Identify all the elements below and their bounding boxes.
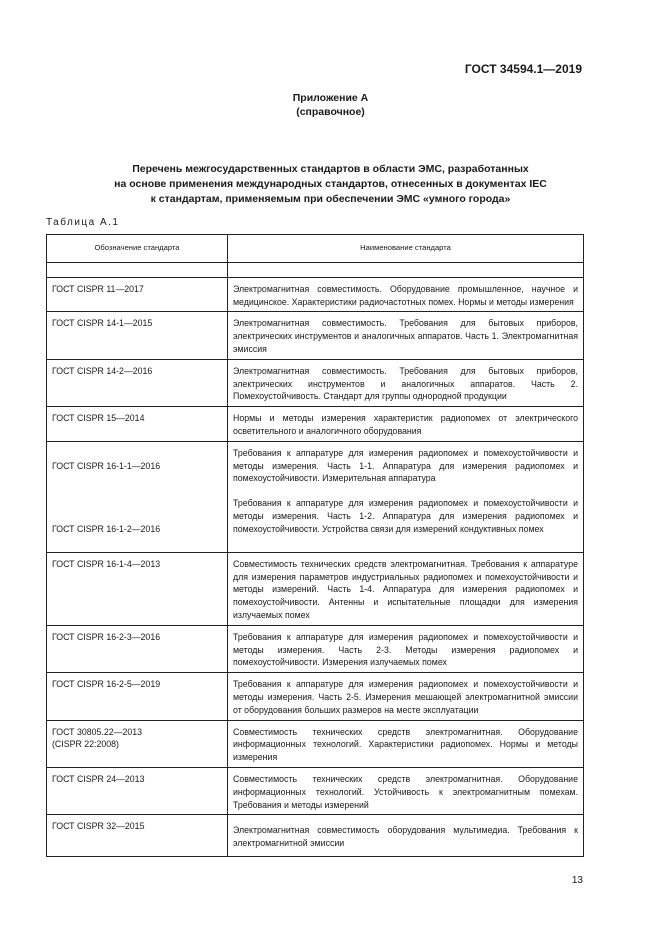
document-code: ГОСТ 34594.1—2019 — [464, 62, 582, 76]
standard-code: ГОСТ CISPR 14-2—2016 — [47, 359, 228, 406]
table-row — [47, 312, 584, 359]
header-spacer-row — [47, 262, 584, 277]
standard-code: ГОСТ CISPR 32—2015 — [47, 815, 228, 857]
standard-name: Требования к аппаратуре для измерения радиопомех и помехоустойчивости и методы измерения. Часть 2-3. Методы измерения радиопомех и помехоустойчивости. Измерения излучаемых помех — [228, 625, 584, 672]
table-title-line: к стандартам, применяемым при обеспечении ЭМС «умного города» — [150, 193, 511, 205]
standard-code: ГОСТ CISPR 11—2017 — [47, 277, 228, 312]
standard-name: Электромагнитная совместимость. Требования для бытовых приборов, электрических инструментов и аналогичных аппаратов. Часть 1. Электромагнитная эмиссия — [228, 312, 584, 359]
table-label: Таблица А.1 — [46, 217, 120, 228]
standard-name: Нормы и методы измерения характеристик радиопомех от электрического осветительного и аналогичного оборудования — [228, 407, 584, 442]
standard-name: Требования к аппаратуре для измерения радиопомех и помехоустойчивости и методы измерения. Часть 1-1. Аппаратура для измерения радиопомех и помехоустойчивости. Измерительная аппаратура — [233, 447, 578, 484]
standard-code: ГОСТ CISPR 16-1-1—2016 — [52, 460, 161, 471]
standard-code: ГОСТ CISPR 16-2-5—2019 — [47, 673, 228, 720]
table-row — [47, 407, 584, 442]
standard-name: Совместимость технических средств электромагнитная. Оборудование информационных технологий. Устойчивость к электромагнитным помехам. Требования и методы измерений — [228, 767, 584, 814]
table-row — [47, 441, 584, 552]
standard-code-cell — [47, 441, 228, 552]
standard-name-cell — [228, 441, 584, 552]
spacer-cell — [228, 262, 584, 277]
annex-heading — [0, 91, 661, 119]
annex-title: Приложение А — [292, 92, 369, 104]
standard-name: Требования к аппаратуре для измерения радиопомех и помехоустойчивости и методы измерения. Часть 1-2. Аппаратура для измерения радиопомех и помехоустойчивости. Устройства связи для измерений кондуктивных помех — [233, 498, 578, 534]
table-row — [47, 277, 584, 312]
standard-code: ГОСТ CISPR 14-1—2015 — [47, 312, 228, 359]
table-row — [47, 673, 584, 720]
header-name: Наименование стандарта — [228, 235, 584, 263]
standard-code: ГОСТ 30805.22—2013 (CISPR 22:2008) — [47, 720, 228, 767]
standard-name: Совместимость технических средств электромагнитная. Оборудование информационных технологий. Характеристики радиопомех. Нормы и методы измерения — [228, 720, 584, 767]
table-row — [47, 720, 584, 767]
table-title — [90, 162, 571, 207]
table-row — [47, 359, 584, 406]
standard-name: Требования к аппаратуре для измерения радиопомех и помехоустойчивости и методы измерения. Часть 2-5. Измерения мешающей электромагнитной эмиссии от оборудования больших размеров на месте эксплуатации — [228, 673, 584, 720]
standard-code: ГОСТ CISPR 16-1-2—2016 — [52, 524, 161, 535]
standards-table — [46, 234, 584, 857]
page-number: 13 — [571, 875, 583, 886]
spacer-cell — [47, 262, 228, 277]
table-title-line: на основе применения международных стандартов, отнесенных в документах IEC — [114, 178, 547, 190]
table-title-line: Перечень межгосударственных стандартов в области ЭМС, разработанных — [132, 163, 529, 175]
standard-name: Совместимость технических средств электромагнитная. Требования к аппаратуре для измерения параметров индустриальных радиопомех и помехоустойчивости и методы измерений. Часть 1-4. Аппаратура для измерения радиопомех и помехоустойчивости. Антенны и испытательные площадки для измерения излучаемых помех — [228, 552, 584, 625]
standard-code: ГОСТ CISPR 16-2-3—2016 — [47, 625, 228, 672]
annex-subtitle: (справочное) — [296, 106, 365, 118]
standard-code: ГОСТ CISPR 24—2013 — [47, 767, 228, 814]
standard-code: ГОСТ CISPR 15—2014 — [47, 407, 228, 442]
standard-name: Электромагнитная совместимость оборудования мультимедиа. Требования к электромагнитной эмиссии — [228, 815, 584, 857]
table-row — [47, 767, 584, 814]
header-code: Обозначение стандарта — [47, 235, 228, 263]
table-row — [47, 552, 584, 625]
standard-name: Электромагнитная совместимость. Требования для бытовых приборов, электрических инструментов и аналогичных аппаратов. Часть 2. Помехоустойчивость. Стандарт для группы однородной продукции — [228, 359, 584, 406]
table-row — [47, 815, 584, 857]
table-header-row — [47, 235, 584, 263]
standard-name: Электромагнитная совместимость. Оборудование промышленное, научное и медицинское. Характеристики радиочастотных помех. Нормы и методы измерения — [228, 277, 584, 312]
table-row — [47, 625, 584, 672]
standard-code: ГОСТ CISPR 16-1-4—2013 — [47, 552, 228, 625]
